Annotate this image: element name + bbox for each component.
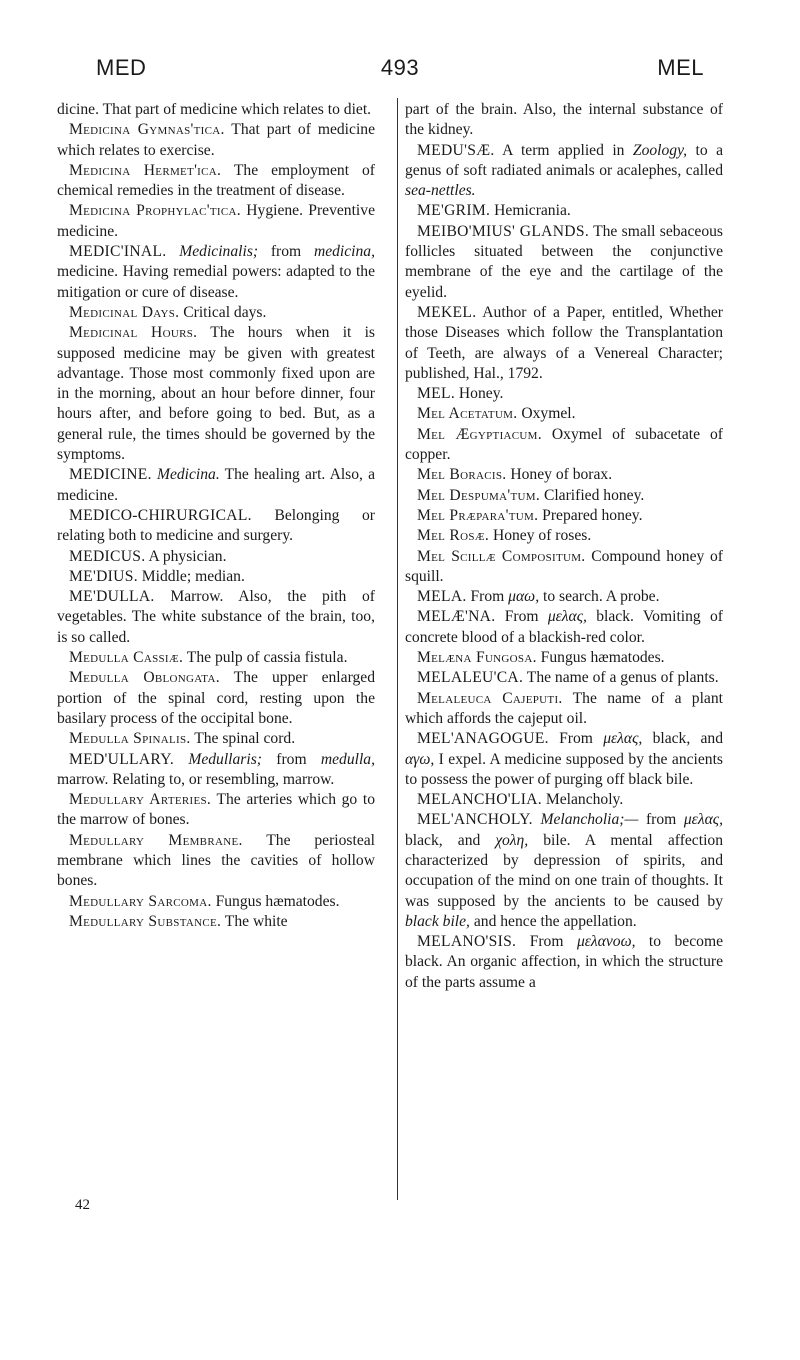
dictionary-entry [57,648,375,668]
dictionary-entry [57,729,375,749]
entry-text: Oxymel of subacetate of copper. [405,425,723,464]
entry-headword: MELA. [417,588,467,606]
entry-text: I expel. A medicine supposed by the ancients to possess the power of purging off black bile. [405,750,723,788]
dictionary-entry [57,547,375,567]
entry-headword: MEL'ANAGOGUE. [417,730,549,748]
dictionary-entry [57,242,375,303]
column-divider [397,98,398,1200]
entry-term: Mel Despuma'tum. [417,486,541,504]
dictionary-entry [405,506,723,526]
entry-term: Medulla Oblongata. [69,669,220,687]
dictionary-entry [57,201,375,242]
entry-term: Medulla Spinalis. [69,730,191,748]
entry-headword: MEDICINE. [69,466,152,484]
entry-text: Belonging or relating both to medicine and surgery. [57,506,375,545]
entry-term: Mel Ægyptiacum. [417,425,542,443]
dictionary-entry [405,486,723,506]
dictionary-entry [405,526,723,546]
entry-term: Mel Scillæ Compositum. [417,547,586,565]
entry-italic: Medicina. [156,466,220,484]
entry-term: Medicina Prophylac'tica. [69,202,241,220]
entry-text: from [258,243,314,261]
entry-text: The white [221,912,288,930]
entry-text: From [495,608,548,626]
entry-term: Medulla Cassiæ. [69,649,184,667]
entry-term: Medullary Membrane. [69,831,243,849]
entry-italic: Melancholia;— [540,811,639,829]
entry-italic: μελανοω, [576,933,636,951]
entry-text [167,243,180,260]
dictionary-entry [405,810,723,932]
entry-headword: ME'DIUS. [69,567,138,585]
entry-text: from [261,750,321,768]
entry-text: Compound honey of squill. [405,547,723,585]
dictionary-entry [57,668,375,729]
entry-text: The employment of chemical remedies in the treatment of disease. [57,161,375,200]
entry-text: Fungus hæmatodes. [536,649,665,667]
entry-term: Mel Boracis. [417,466,507,484]
dictionary-entry [405,222,723,303]
entry-text: From [466,588,509,606]
entry-text: Author of a Paper, entitled, Whether those Diseases which follow the Transplantation of Teeth, are always of a Venereal Character; published, Hal., 1792. [405,303,723,382]
entry-text: part of the brain. Also, the internal substance of the kidney. [405,101,723,139]
dictionary-entry [57,831,375,892]
dictionary-entry [405,607,723,648]
entry-italic: medulla, [320,750,375,768]
entry-text: The upper enlarged portion of the spinal cord, resting upon the basilary process of the occipital bone. [57,669,375,727]
left-column [57,100,375,932]
entry-text: black, and [405,831,496,849]
entry-headword: MELANCHO'LIA. [417,791,542,809]
entry-term: Mel Acetatum. [417,405,518,423]
entry-text: Honey of borax. [506,466,613,484]
entry-term: Medicina Hermet'ica. [69,161,222,179]
entry-text: Fungus hæmatodes. [211,892,340,910]
entry-text: The hours when it is supposed medicine may be given with greatest advantage. Those most commonly fixed upon are in the morning, about an hour before dinner, four hours after, and before going to bed. But, as a general rule, the times should be governed by the symptoms. [57,324,375,464]
entry-headword: MEIBO'MIUS' GLANDS. [417,222,590,240]
entry-text: The pulp of cassia fistula. [183,649,348,667]
entry-headword: MELANO'SIS. [417,933,517,951]
entry-headword: MEL'ANCHOLY. [417,811,533,829]
header-right-guide-word: MEL [657,55,704,80]
entry-italic: Zoology, [632,141,688,159]
entry-text: Honey of roses. [489,527,592,545]
entry-text: Honey. [455,385,504,403]
entry-text: to become black. An organic affection, in which the structure of the parts assume a [405,933,723,991]
entry-headword: MELÆ'NA. [417,608,496,626]
entry-text: marrow. Relating to, or resembling, marrow. [57,770,335,788]
entry-text: From [548,730,604,748]
entry-text: A physician. [145,547,227,565]
dictionary-entry [405,100,723,141]
signature-mark: 42 [75,1197,90,1213]
entry-text: The name of a plant which affords the cajeput oil. [405,689,723,727]
dictionary-entry [405,141,723,202]
right-column [405,100,723,993]
entry-headword: MEDIC'INAL. [69,243,167,261]
entry-text: dicine. That part of medicine which relates to diet. [57,101,372,118]
entry-term: Medicinal Days. [69,303,180,321]
entry-headword: MEDICO-CHIRURGICAL. [69,506,252,524]
entry-term: Medullary Arteries. [69,791,212,809]
dictionary-entry [405,404,723,424]
entry-italic: μαω, [508,588,540,606]
entry-term: Melæna Fungosa. [417,649,537,667]
entry-term: Melaleuca Cajeputi. [417,689,563,707]
dictionary-entry [57,323,375,465]
entry-term: Medicina Gymnas'tica. [69,121,225,139]
entry-italic: Medicinalis; [179,243,259,261]
entry-text: to a genus of soft radiated animals or acalephes, called [405,141,723,179]
entry-text: Oxymel. [517,405,576,423]
entry-text: Melancholy. [541,791,624,809]
entry-text: and hence the appellation. [469,912,637,930]
dictionary-entry [57,120,375,161]
dictionary-entry [405,465,723,485]
entry-italic: μελας, [547,608,587,626]
entry-text: medicine. Having remedial powers: adapted to the mitigation or cure of disease. [57,263,375,301]
entry-headword: MEKEL. [417,303,477,321]
dictionary-entry [57,161,375,202]
dictionary-entry [405,303,723,384]
entry-text: Prepared honey. [538,506,643,524]
header-left-guide-word: MED [96,55,147,80]
page-number: 493 [380,55,420,80]
entry-italic: μελας, [603,730,643,748]
dictionary-entry [57,892,375,912]
entry-term: Mel Præpara'tum. [417,506,539,524]
dictionary-entry [405,201,723,221]
entry-term: Medullary Substance. [69,912,222,930]
entry-text: black. Vomiting of concrete blood of a blackish-red color. [405,608,723,646]
dictionary-entry [57,567,375,587]
dictionary-entry [405,384,723,404]
entry-headword: MELALEU'CA. [417,669,524,687]
dictionary-entry [405,689,723,730]
dictionary-entry [57,912,375,932]
entry-italic: χολη, [495,831,529,849]
entry-text: Clarified honey. [540,486,645,504]
dictionary-entry [57,750,375,791]
dictionary-entry [405,790,723,810]
dictionary-entry [57,506,375,547]
entry-text: from [638,811,684,829]
entry-text: Hygiene. Preventive medicine. [57,202,375,240]
entry-text: A term applied in [494,141,633,159]
entry-text: The small sebaceous follicles situated between the conjunctive membrane of the eye and the cartilage of the eyelid. [405,222,723,301]
entry-headword: MEL. [417,385,456,403]
entry-text: The healing art. Also, a medicine. [57,466,375,504]
entry-italic: μελας, [683,811,723,829]
entry-term: Medicinal Hours. [69,324,198,342]
entry-text: Middle; median. [137,567,245,585]
entry-text: From [516,933,577,951]
entry-text [174,751,188,768]
dictionary-entry [405,668,723,688]
entry-headword: ME'GRIM. [417,202,491,220]
entry-text: Hemicrania. [490,202,571,220]
entry-text: bile. A mental affection characterized by depression of spirits, and occupation of the mind on one train of thoughts. It was supposed by the ancients to be caused by [405,831,723,910]
entry-text: The name of a genus of plants. [523,669,719,687]
entry-italic: sea-nettles. [405,182,476,200]
entry-term: Medullary Sarcoma. [69,892,212,910]
entry-term: Mel Rosæ. [417,527,490,545]
dictionary-entry [405,425,723,466]
entry-headword: MEDICUS. [69,547,146,565]
dictionary-entry [57,303,375,323]
running-header [96,55,704,89]
entry-text: to search. A probe. [539,588,660,606]
entry-italic: black bile, [405,912,470,930]
entry-text: Marrow. Also, the pith of vegetables. The white substance of the brain, too, is so called. [57,588,375,646]
entry-text: That part of medicine which relates to exercise. [57,121,375,159]
dictionary-entry [405,932,723,993]
dictionary-entry [405,547,723,588]
dictionary-entry [57,790,375,831]
dictionary-entry [57,465,375,506]
entry-headword: MEDU'SÆ. [417,141,495,159]
dictionary-entry [405,729,723,790]
entry-italic: Medullaris; [188,750,262,768]
dictionary-entry [405,648,723,668]
entry-text: The spinal cord. [190,730,296,748]
entry-text: The arteries which go to the marrow of bones. [57,791,375,829]
entry-text: Critical days. [179,303,267,321]
entry-italic: αγω, [405,750,435,768]
entry-text: black, and [642,730,724,748]
entry-text: The periosteal membrane which lines the cavities of hollow bones. [57,831,375,890]
dictionary-entry [57,100,375,120]
dictionary-entry [57,587,375,648]
dictionary-entry [405,587,723,607]
entry-headword: MED'ULLARY. [69,750,175,768]
entry-headword: ME'DULLA. [69,588,155,606]
entry-italic: medicina, [313,243,375,261]
